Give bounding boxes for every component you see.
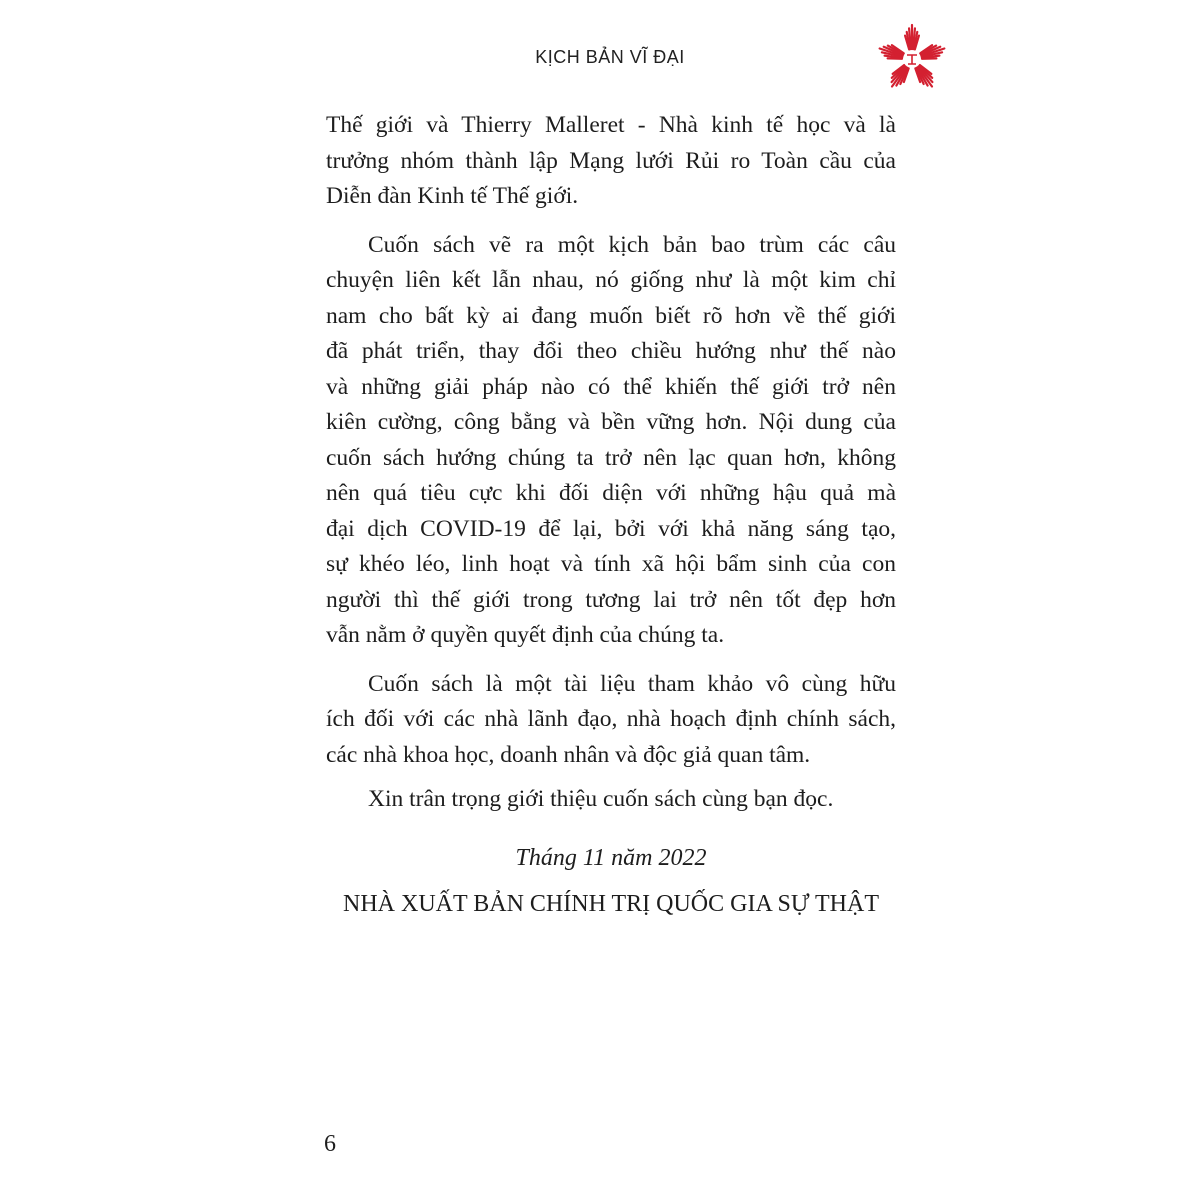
text-line: Diễn đàn Kinh tế Thế giới.	[326, 183, 579, 209]
text-line: Thế giới và Thierry Malleret - Nhà kinh tế học và là	[326, 112, 896, 138]
text-line: nam cho bất kỳ ai đang muốn biết rõ hơn về thế giới	[326, 302, 896, 329]
text-line: Cuốn sách vẽ ra một kịch bản bao trùm các câu	[368, 231, 896, 258]
text-line: và những giải pháp nào có thể khiến thế giới trở nên	[326, 373, 896, 400]
text-line: trưởng nhóm thành lập Mạng lưới Rủi ro Toàn cầu của	[326, 147, 896, 174]
text-line: đã phát triển, thay đổi theo chiều hướng như thế nào	[326, 338, 896, 364]
text-line: người thì thế giới trong tương lai trở nên tốt đẹp hơn	[326, 586, 896, 613]
running-head-title: KỊCH BẢN VĨ ĐẠI	[535, 47, 685, 67]
publisher-star-logo-icon	[876, 22, 948, 94]
text-line: vẫn nằm ở quyền quyết định của chúng ta.	[326, 622, 725, 648]
text-line: cuốn sách hướng chúng ta trở nên lạc quan hơn, không	[326, 444, 896, 471]
paragraph-3	[326, 667, 896, 774]
text-line: các nhà khoa học, doanh nhân và độc giả quan tâm.	[326, 741, 811, 768]
body-text	[326, 108, 896, 818]
page-number: 6	[324, 1131, 336, 1157]
text-line: sự khéo léo, linh hoạt và tính xã hội bẩm sinh của con	[326, 551, 896, 577]
signature-date: Tháng 11 năm 2022	[515, 845, 707, 871]
paragraph-1	[326, 108, 896, 215]
text-line: nên quá tiêu cực khi đối diện với những hậu quả mà	[326, 480, 896, 506]
text-line: chuyện liên kết lẫn nhau, nó giống như là một kim chỉ	[326, 267, 896, 293]
text-line: ích đối với các nhà lãnh đạo, nhà hoạch định chính sách,	[326, 706, 896, 732]
text-line: kiên cường, công bằng và bền vững hơn. Nội dung của	[326, 409, 896, 435]
closing-sentence: Xin trân trọng giới thiệu cuốn sách cùng bạn đọc.	[368, 786, 834, 812]
text-line: đại dịch COVID-19 để lại, bởi với khả năng sáng tạo,	[326, 515, 896, 542]
publisher-name: NHÀ XUẤT BẢN CHÍNH TRỊ QUỐC GIA SỰ THẬT	[343, 891, 879, 917]
text-line: Cuốn sách là một tài liệu tham khảo vô cùng hữu	[368, 670, 896, 697]
paragraph-2	[326, 228, 896, 654]
